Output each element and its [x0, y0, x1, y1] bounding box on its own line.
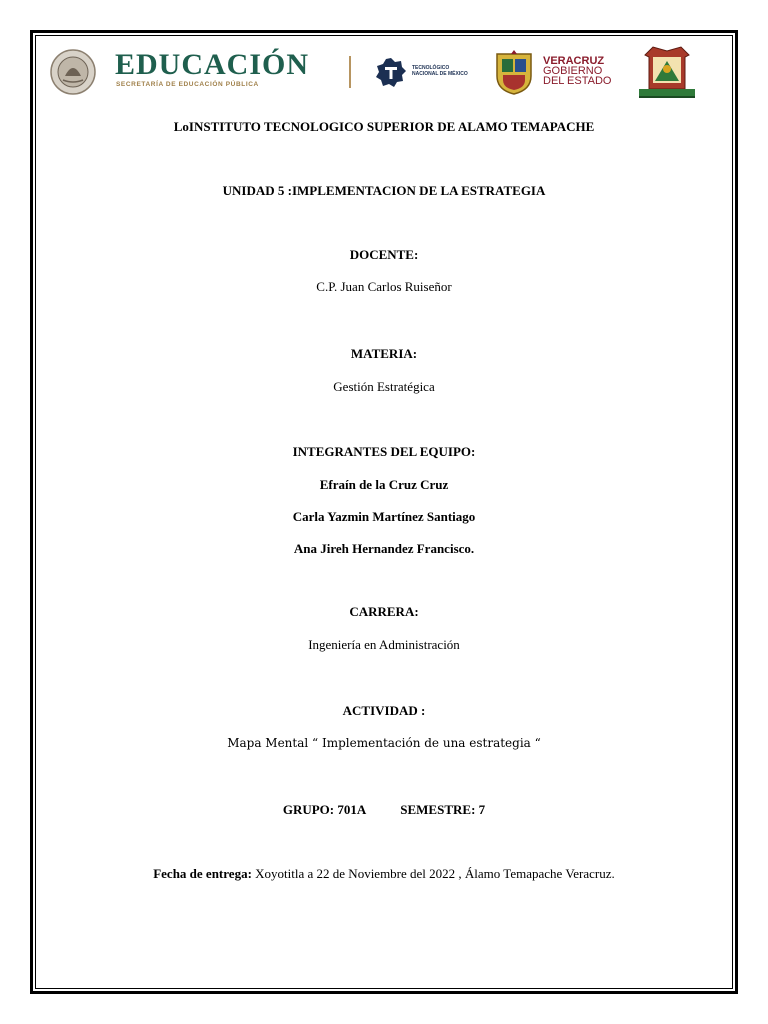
- institution-name: LoINSTITUTO TECNOLOGICO SUPERIOR DE ALAMO TEMAPACHE: [173, 119, 595, 134]
- team-member: Efraín de la Cruz Cruz: [319, 477, 449, 492]
- fecha-value: Xoyotitla a 22 de Noviembre del 2022 , Álamo Temapache Veracruz.: [255, 866, 615, 881]
- carrera-value: Ingeniería en Administración: [308, 637, 460, 652]
- materia-value: Gestión Estratégica: [333, 379, 435, 394]
- fecha-label: Fecha de entrega:: [153, 866, 252, 881]
- semestre-label: SEMESTRE: 7: [400, 802, 486, 817]
- tecnm-text: TECNOLÓGICO NACIONAL DE MÉXICO: [412, 65, 468, 77]
- grupo-semestre: [0, 802, 768, 818]
- integrantes-label: INTEGRANTES DEL EQUIPO:: [292, 444, 476, 459]
- educacion-subtitle: SECRETARÍA DE EDUCACIÓN PÚBLICA: [116, 81, 259, 88]
- alamo-temapache-emblem-icon: [635, 43, 699, 101]
- veracruz-text: VERACRUZ GOBIERNO DEL ESTADO: [543, 55, 612, 87]
- docente-value: C.P. Juan Carlos Ruiseñor: [316, 279, 452, 294]
- materia-label: MATERIA:: [350, 346, 418, 361]
- docente-label: DOCENTE:: [349, 247, 419, 262]
- logo-divider: [349, 56, 351, 88]
- fecha-entrega: [0, 866, 768, 882]
- unit-title: UNIDAD 5 :IMPLEMENTACION DE LA ESTRATEGIA: [222, 183, 546, 198]
- mexico-seal-icon: [47, 48, 105, 96]
- grupo-label: GRUPO: 701A: [282, 802, 367, 817]
- actividad-value: Mapa Mental “ Implementación de una estrategia “: [227, 736, 541, 750]
- team-member: Carla Yazmin Martínez Santiago: [292, 509, 476, 524]
- tecnm-gear-icon: [375, 56, 407, 90]
- educacion-title: EDUCACIÓN: [115, 48, 310, 81]
- veracruz-shield-icon: [493, 50, 535, 96]
- header-logos: [45, 40, 725, 102]
- team-member: Ana Jireh Hernandez Francisco.: [293, 541, 475, 556]
- carrera-label: CARRERA:: [349, 604, 419, 619]
- actividad-label: ACTIVIDAD :: [342, 703, 426, 718]
